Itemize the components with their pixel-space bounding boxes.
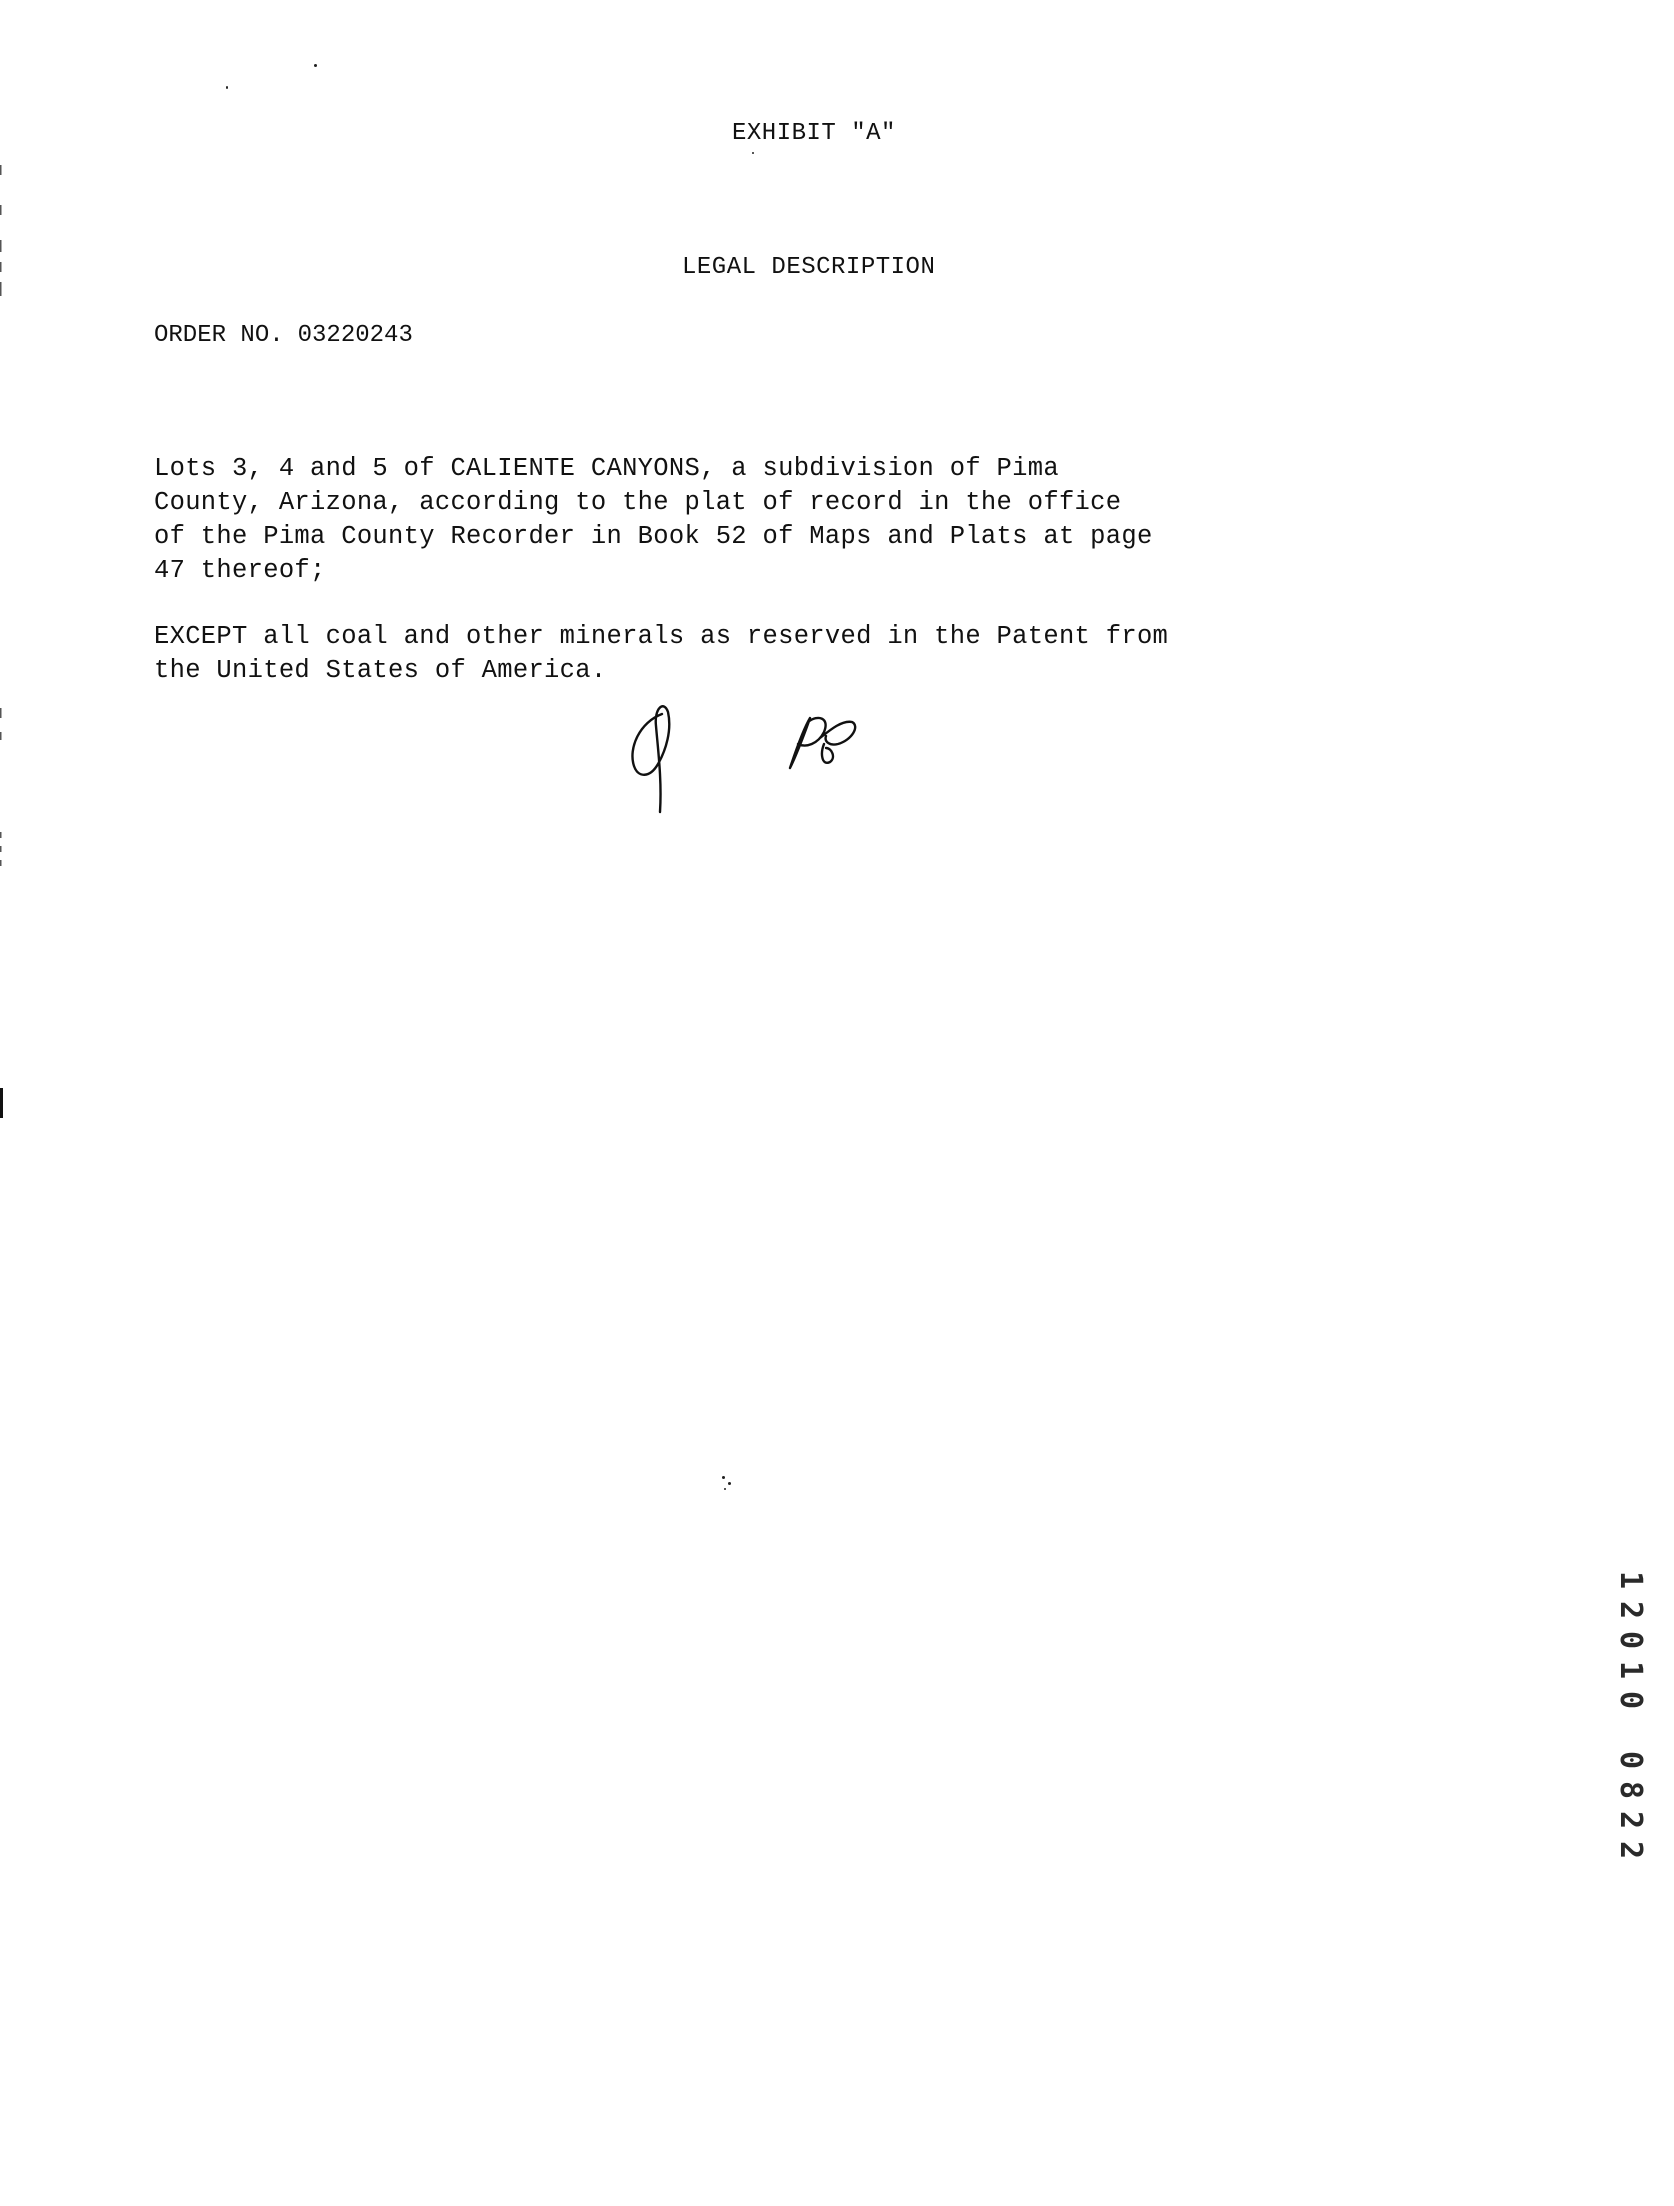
- paragraph-line: Lots 3, 4 and 5 of CALIENTE CANYONS, a subdivision of Pima: [154, 454, 1059, 483]
- stamp-digit: 1: [1613, 1570, 1648, 1590]
- scan-speck: [226, 86, 228, 89]
- exhibit-title: EXHIBIT "A": [732, 120, 896, 147]
- paragraph-line: the United States of America.: [154, 656, 607, 685]
- stamp-digit: 0: [1613, 1630, 1648, 1650]
- scan-speck: [724, 1488, 726, 1490]
- stamp-digit: 2: [1613, 1840, 1648, 1860]
- scan-speck: [752, 152, 754, 154]
- legal-description-paragraph: [154, 452, 1153, 588]
- stamp-digit: 1: [1613, 1660, 1648, 1680]
- stamp-digit: 0: [1613, 1750, 1648, 1770]
- scan-speck: [314, 64, 317, 67]
- scan-speck: [722, 1476, 725, 1479]
- stamp-digit: 0: [1613, 1690, 1648, 1710]
- order-number-line: [154, 322, 413, 349]
- paragraph-line: 47 thereof;: [154, 556, 326, 585]
- order-number-value: 03220243: [297, 322, 413, 349]
- section-title: LEGAL DESCRIPTION: [682, 254, 936, 281]
- recording-stamp: [1608, 1565, 1652, 1905]
- handwritten-initials: [620, 700, 900, 830]
- paragraph-line: of the Pima County Recorder in Book 52 of Maps and Plats at page: [154, 522, 1153, 551]
- paragraph-line: EXCEPT all coal and other minerals as reserved in the Patent from: [154, 622, 1169, 651]
- exception-paragraph: [154, 620, 1168, 688]
- scan-speck: [728, 1482, 731, 1485]
- stamp-digit: 2: [1613, 1810, 1648, 1830]
- stamp-digit: 8: [1613, 1780, 1648, 1800]
- scan-margin-marks: [0, 0, 6, 1200]
- paragraph-line: County, Arizona, according to the plat of record in the office: [154, 488, 1122, 517]
- order-number-label: ORDER NO.: [154, 322, 284, 349]
- stamp-digit: 2: [1613, 1600, 1648, 1620]
